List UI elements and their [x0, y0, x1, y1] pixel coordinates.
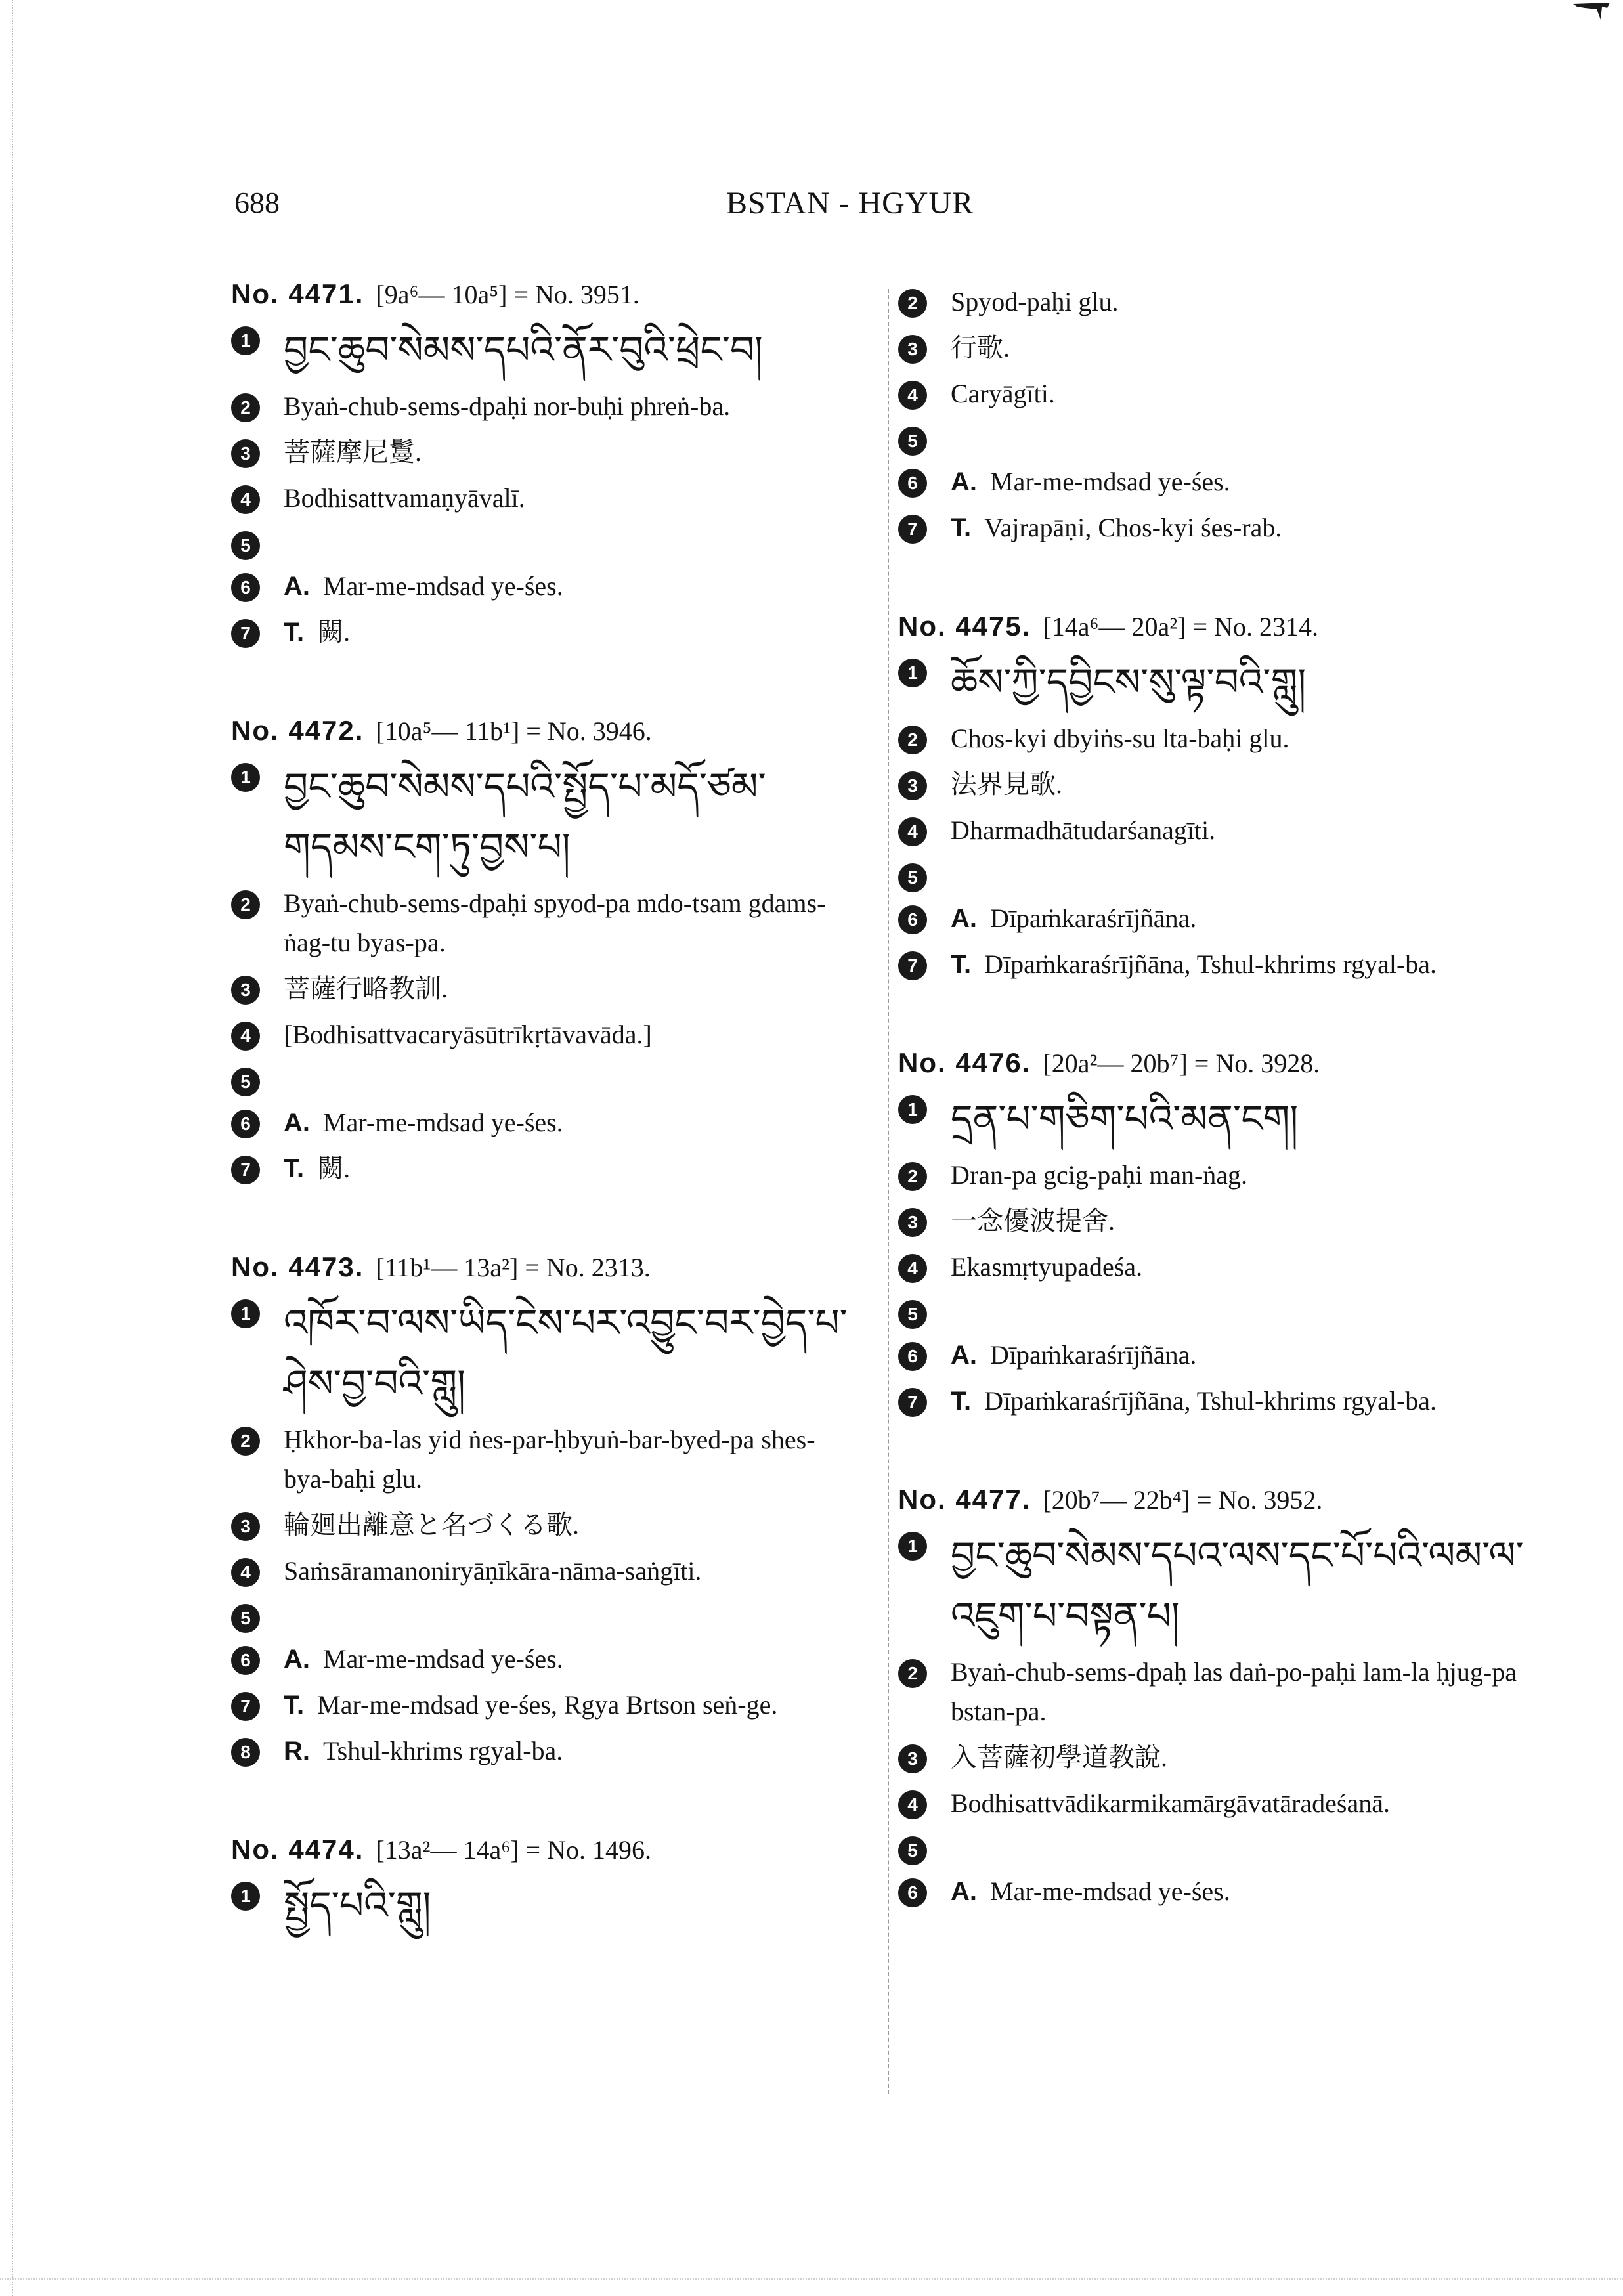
entry-heading — [231, 712, 861, 750]
role-label: A. — [284, 1645, 310, 1674]
field-text — [284, 1505, 861, 1545]
entry-number: No. 4471. — [231, 278, 364, 309]
entry-heading — [898, 1481, 1528, 1519]
role-label: A. — [951, 467, 977, 496]
entry-field — [898, 899, 1528, 938]
field-text — [284, 1149, 861, 1188]
field-value: Caryāgīti. — [951, 379, 1055, 408]
field-value: Dīpaṁkaraśrījñāna, Tshul-khrims rgyal-ba. — [984, 949, 1437, 979]
field-number-badge: 3 — [231, 1512, 260, 1541]
field-number-badge: 6 — [898, 469, 927, 498]
field-text — [284, 320, 861, 380]
field-value: 輪廻出離意と名づくる歌. — [284, 1510, 579, 1540]
field-number-badge: 4 — [898, 1790, 927, 1819]
catalogue-entry — [231, 1831, 861, 1936]
field-value: 行歌. — [951, 333, 1010, 362]
field-value: 闕. — [317, 1154, 351, 1183]
entry-field — [898, 1335, 1528, 1375]
field-number-badge: 1 — [898, 1532, 927, 1561]
field-value: སྤྱོད་པའི་གླུ། — [284, 1883, 431, 1928]
field-number-badge: 4 — [898, 1254, 927, 1283]
field-text — [951, 374, 1528, 414]
field-number-badge: 4 — [231, 1558, 260, 1587]
left-column — [231, 276, 861, 1996]
field-number-badge: 5 — [231, 531, 260, 560]
field-number-badge: 1 — [231, 1882, 260, 1911]
field-value: 入菩薩初學道教說. — [951, 1743, 1167, 1772]
entry-field — [231, 1685, 861, 1725]
field-value: 菩薩摩尼鬘. — [284, 437, 422, 467]
entry-field — [898, 857, 1528, 892]
entry-field — [231, 1505, 861, 1545]
field-number-badge: 1 — [898, 659, 927, 687]
entry-field — [898, 1156, 1528, 1195]
field-value: Mar-me-mdsad ye-śes. — [990, 467, 1230, 496]
entry-field — [231, 567, 861, 606]
entry-field — [898, 1293, 1528, 1329]
entry-number: No. 4474. — [231, 1834, 364, 1865]
entry-field — [231, 433, 861, 472]
role-label: T. — [284, 1154, 305, 1183]
field-number-badge: 4 — [231, 1022, 260, 1051]
field-text — [951, 1247, 1528, 1287]
field-number-badge: 5 — [898, 427, 927, 456]
entry-field — [231, 1061, 861, 1096]
field-value: Mar-me-mdsad ye-śes. — [990, 1876, 1230, 1906]
field-value: 闕. — [317, 617, 351, 647]
field-value: Vajrapāṇi, Chos-kyi śes-rab. — [984, 513, 1282, 542]
entry-field — [231, 1015, 861, 1054]
entry-field — [898, 508, 1528, 548]
field-text — [284, 756, 861, 877]
field-number-badge: 3 — [898, 771, 927, 800]
field-number-badge: 5 — [231, 1604, 260, 1633]
field-value: བྱང་ཆུབ་སེམས་དཔའི་སྤྱོད་པ་མདོ་ཙམ་གདམས་ངག་ཏུ་བྱས་པ། — [284, 764, 766, 869]
entry-field — [898, 1525, 1528, 1646]
field-number-badge: 3 — [898, 1208, 927, 1237]
entry-field — [231, 479, 861, 518]
entry-field — [898, 462, 1528, 502]
entry-field — [898, 1653, 1528, 1731]
scan-bottom-edge — [0, 2278, 1623, 2284]
field-value: Dīpaṁkaraśrījñāna, Tshul-khrims rgyal-ba. — [984, 1386, 1437, 1416]
entry-number: No. 4473. — [231, 1251, 364, 1282]
role-label: T. — [951, 1387, 972, 1416]
entry-heading — [231, 1831, 861, 1869]
field-value: Dharmadhātudarśanagīti. — [951, 815, 1216, 845]
entry-field — [898, 719, 1528, 758]
field-number-badge: 3 — [231, 976, 260, 1005]
field-text — [284, 433, 861, 472]
field-number-badge: 6 — [231, 1646, 260, 1675]
entry-field — [231, 1875, 861, 1936]
field-text — [284, 1685, 861, 1725]
entry-field — [231, 387, 861, 426]
catalogue-entry — [898, 1481, 1528, 1911]
field-text — [951, 652, 1528, 712]
field-value: Mar-me-mdsad ye-śes. — [323, 571, 563, 601]
field-number-badge: 7 — [231, 1156, 260, 1184]
field-number-badge: 2 — [231, 890, 260, 919]
field-number-badge: 1 — [898, 1095, 927, 1124]
entry-field — [898, 1872, 1528, 1911]
field-number-badge: 7 — [231, 619, 260, 648]
field-number-badge: 2 — [898, 1162, 927, 1191]
entry-number: No. 4476. — [898, 1047, 1031, 1078]
field-number-badge: 5 — [898, 1836, 927, 1865]
field-text — [951, 1525, 1528, 1646]
field-text — [951, 945, 1528, 984]
field-text — [284, 884, 861, 963]
field-value: Byaṅ-chub-sems-dpaḥi nor-buḥi phreṅ-ba. — [284, 391, 731, 421]
entry-field — [231, 969, 861, 1008]
field-number-badge: 1 — [231, 1299, 260, 1328]
role-label: A. — [951, 904, 977, 933]
field-text — [951, 1653, 1528, 1731]
column-divider — [888, 289, 889, 2094]
field-number-badge: 6 — [231, 1110, 260, 1138]
entry-folio-range: [20b⁷— 22b⁴] = No. 3952. — [1043, 1485, 1323, 1515]
scan-corner-smudge — [1572, 0, 1611, 22]
field-value: Mar-me-mdsad ye-śes. — [323, 1644, 563, 1674]
entry-heading — [898, 608, 1528, 645]
field-number-badge: 2 — [231, 1427, 260, 1456]
field-number-badge: 6 — [231, 573, 260, 602]
field-text — [951, 1202, 1528, 1241]
field-value: ཆོས་ཀྱི་དབྱིངས་སུ་ལྟ་བའི་གླུ། — [951, 660, 1307, 704]
field-value: 法界見歌. — [951, 769, 1062, 799]
catalogue-entry — [898, 282, 1528, 548]
field-text — [284, 1639, 861, 1679]
role-label: A. — [951, 1877, 977, 1906]
field-number-badge: 6 — [898, 1878, 927, 1907]
field-value: Tshul-khrims rgyal-ba. — [323, 1736, 563, 1765]
field-number-badge: 2 — [898, 289, 927, 318]
entry-field — [898, 1381, 1528, 1421]
entry-field — [231, 1639, 861, 1679]
role-label: T. — [284, 1691, 305, 1720]
entry-field — [898, 1202, 1528, 1241]
field-number-badge: 2 — [231, 393, 260, 422]
entry-heading — [231, 276, 861, 313]
field-number-badge: 7 — [231, 1692, 260, 1721]
field-value: Byaṅ-chub-sems-dpaḥ las daṅ-po-paḥi lam-la ḥjug-pa bstan-pa. — [951, 1657, 1517, 1726]
role-label: A. — [951, 1341, 977, 1370]
right-column — [898, 276, 1528, 1972]
catalogue-entry — [898, 608, 1528, 984]
field-text — [951, 899, 1528, 938]
entry-number: No. 4477. — [898, 1484, 1031, 1515]
field-number-badge: 3 — [898, 335, 927, 364]
entry-field — [231, 613, 861, 652]
field-text — [951, 1784, 1528, 1823]
role-label: R. — [284, 1737, 310, 1765]
entry-field — [231, 1420, 861, 1499]
field-value: Ḥkhor-ba-las yid ṅes-par-ḥbyuṅ-bar-byed-pa shes-bya-baḥi glu. — [284, 1425, 815, 1494]
entry-folio-range: [14a⁶— 20a²] = No. 2314. — [1043, 612, 1318, 641]
field-number-badge: 8 — [231, 1738, 260, 1767]
field-value: Dīpaṁkaraśrījñāna. — [990, 903, 1197, 933]
entry-field — [898, 1738, 1528, 1777]
field-value: བྱང་ཆུབ་སེམས་དཔའ་ལས་དང་པོ་པའི་ལམ་ལ་འཇུག་པ་བསྟན་པ། — [951, 1533, 1524, 1638]
field-value: 菩薩行略教訓. — [284, 974, 448, 1003]
entry-field — [898, 1089, 1528, 1149]
field-text — [951, 328, 1528, 368]
entry-field — [898, 945, 1528, 984]
field-text — [951, 1738, 1528, 1777]
field-text — [284, 479, 861, 518]
entry-field — [231, 525, 861, 560]
field-value: Mar-me-mdsad ye-śes. — [323, 1108, 563, 1137]
field-number-badge: 7 — [898, 1388, 927, 1417]
entry-field — [898, 282, 1528, 322]
field-text — [284, 387, 861, 426]
entry-field — [898, 1247, 1528, 1287]
running-head: BSTAN - HGYUR — [726, 186, 974, 221]
field-number-badge: 2 — [898, 1659, 927, 1688]
field-text — [284, 1420, 861, 1499]
field-text — [951, 508, 1528, 548]
field-number-badge: 4 — [898, 817, 927, 846]
field-number-badge: 6 — [898, 905, 927, 934]
field-value: དྲན་པ་གཅིག་པའི་མན་ངག། — [951, 1096, 1299, 1141]
entry-field — [231, 1551, 861, 1591]
field-number-badge: 1 — [231, 326, 260, 355]
field-number-badge: 5 — [898, 1300, 927, 1329]
entry-field — [231, 884, 861, 963]
field-text — [951, 282, 1528, 322]
entry-field — [231, 1597, 861, 1633]
field-value: Bodhisattvamaṇyāvalī. — [284, 483, 525, 513]
field-text — [284, 1731, 861, 1771]
field-text — [284, 613, 861, 652]
entry-field — [231, 1731, 861, 1771]
field-text — [951, 1335, 1528, 1375]
entry-folio-range: [13a²— 14a⁶] = No. 1496. — [376, 1835, 651, 1865]
field-text — [951, 811, 1528, 850]
entry-field — [898, 420, 1528, 456]
field-number-badge: 5 — [898, 863, 927, 892]
entry-folio-range: [10a⁵— 11b¹] = No. 3946. — [376, 716, 652, 746]
role-label: A. — [284, 1108, 310, 1137]
field-text — [951, 462, 1528, 502]
field-value: 一念優波提舍. — [951, 1206, 1115, 1236]
field-text — [284, 1293, 861, 1414]
field-value: Dīpaṁkaraśrījñāna. — [990, 1340, 1197, 1370]
field-text — [951, 1156, 1528, 1195]
field-value: Byaṅ-chub-sems-dpaḥi spyod-pa mdo-tsam gdams-ṅag-tu byas-pa. — [284, 888, 826, 957]
field-text — [284, 1875, 861, 1936]
entry-field — [898, 811, 1528, 850]
role-label: T. — [951, 950, 972, 979]
entry-field — [898, 652, 1528, 712]
catalogue-entry — [231, 712, 861, 1188]
field-value: འཁོར་བ་ལས་ཡིད་ངེས་པར་འབྱུང་བར་བྱེད་པ་ཤེས་བྱ་བའི་གླུ། — [284, 1301, 848, 1406]
entry-folio-range: [20a²— 20b⁷] = No. 3928. — [1043, 1049, 1320, 1078]
field-number-badge: 3 — [898, 1744, 927, 1773]
field-value: [Bodhisattvacaryāsūtrīkṛtāvavāda.] — [284, 1020, 652, 1049]
entry-field — [898, 765, 1528, 804]
field-text — [284, 567, 861, 606]
scan-margin-rule — [12, 0, 13, 2296]
role-label: T. — [951, 513, 972, 542]
entry-number: No. 4475. — [898, 611, 1031, 641]
role-label: T. — [284, 618, 305, 647]
entry-field — [898, 328, 1528, 368]
field-number-badge: 4 — [231, 485, 260, 514]
field-number-badge: 5 — [231, 1068, 260, 1096]
entry-field — [231, 1149, 861, 1188]
entry-heading — [898, 1045, 1528, 1082]
field-value: Chos-kyi dbyiṅs-su lta-baḥi glu. — [951, 724, 1289, 753]
entry-number: No. 4472. — [231, 715, 364, 746]
entry-field — [231, 756, 861, 877]
field-text — [284, 1015, 861, 1054]
field-text — [284, 1103, 861, 1142]
field-value: Mar-me-mdsad ye-śes, Rgya Brtson seṅ-ge. — [317, 1690, 778, 1720]
field-number-badge: 4 — [898, 381, 927, 410]
entry-field — [231, 320, 861, 380]
entry-folio-range: [9a⁶— 10a⁵] = No. 3951. — [376, 280, 639, 309]
field-number-badge: 1 — [231, 763, 260, 792]
field-value: བྱང་ཆུབ་སེམས་དཔའི་ནོར་བུའི་ཕྲེང་བ། — [284, 328, 763, 372]
field-number-badge: 3 — [231, 439, 260, 468]
entry-field — [898, 374, 1528, 414]
field-value: Saṁsāramanoniryāṇīkāra-nāma-saṅgīti. — [284, 1556, 702, 1586]
entry-field — [231, 1293, 861, 1414]
catalogue-entry — [231, 276, 861, 652]
field-number-badge: 7 — [898, 515, 927, 544]
role-label: A. — [284, 572, 310, 601]
field-value: Dran-pa gcig-paḥi man-ṅag. — [951, 1160, 1248, 1190]
entry-field — [898, 1830, 1528, 1865]
catalogue-entry — [231, 1249, 861, 1771]
field-number-badge: 7 — [898, 951, 927, 980]
field-text — [951, 719, 1528, 758]
field-number-badge: 6 — [898, 1342, 927, 1371]
page-number: 688 — [234, 186, 280, 219]
field-value: Bodhisattvādikarmikamārgāvatāradeśanā. — [951, 1788, 1391, 1818]
field-value: Ekasmṛtyupadeśa. — [951, 1252, 1143, 1282]
catalogue-entry — [898, 1045, 1528, 1421]
entry-folio-range: [11b¹— 13a²] = No. 2313. — [376, 1253, 651, 1282]
entry-field — [898, 1784, 1528, 1823]
field-text — [284, 969, 861, 1008]
field-value: Spyod-paḥi glu. — [951, 287, 1119, 316]
field-text — [951, 765, 1528, 804]
field-text — [951, 1872, 1528, 1911]
field-text — [284, 1551, 861, 1591]
entry-heading — [231, 1249, 861, 1286]
field-text — [951, 1381, 1528, 1421]
entry-field — [231, 1103, 861, 1142]
field-number-badge: 2 — [898, 726, 927, 754]
field-text — [951, 1089, 1528, 1149]
